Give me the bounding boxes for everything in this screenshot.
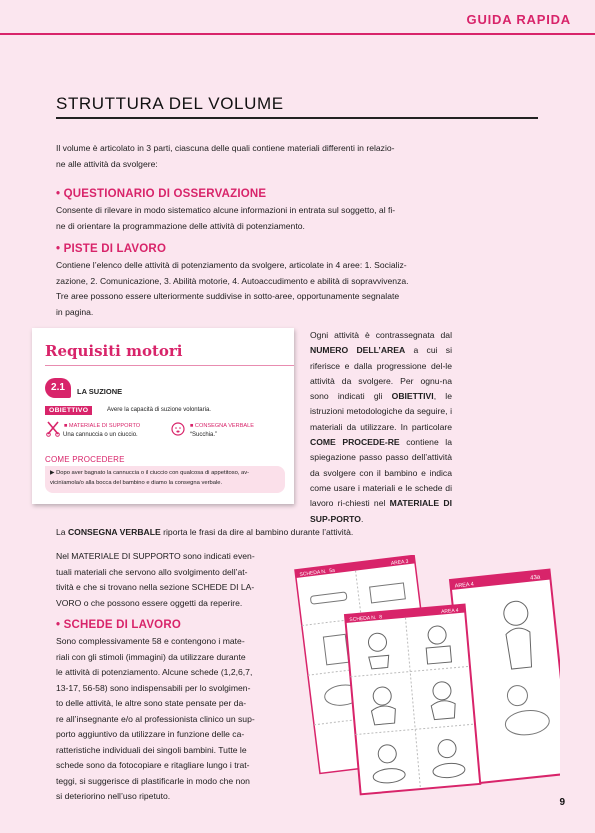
section-heading-questionario: • QUESTIONARIO DI OSSERVAZIONE — [56, 188, 267, 200]
procedure-text — [50, 468, 282, 488]
text-line: si deteriorino nell’uso ripetuto. — [56, 791, 171, 801]
intro-paragraph — [56, 141, 456, 172]
procedure-line: vicinïamola/o alla bocca del bambino e diamo la consegna verbale. — [50, 480, 223, 486]
material-label: ■ MATERIALE DI SUPPORTO — [64, 423, 141, 429]
worksheet-middle-number: 8 — [379, 614, 383, 621]
activity-title: LA SUZIONE — [77, 387, 123, 396]
explanation-bold: OBIETTIVI — [391, 391, 434, 402]
consegna-pre: La — [56, 527, 68, 537]
text-line: tuali materiali che servono allo svolgimento dell’at- — [56, 566, 248, 577]
text-line: Tre aree possono essere ulteriormente suddivise in sotto-aree, opportunamente segnalate — [56, 291, 400, 301]
header-rule — [0, 33, 595, 35]
explanation-part: . — [360, 513, 364, 524]
activity-preview-card — [32, 328, 294, 504]
procedure-line: ▶ Dopo aver bagnato la cannuccia o il ciuccio con qualcosa di appetitoso, av- — [50, 470, 250, 476]
text-line: 13-17, 56-58) sono indispensabili per lo svolgimen- — [56, 682, 251, 693]
consegna-text: “Succhia.” — [190, 432, 218, 438]
card-title: Requisiti motori — [45, 342, 183, 360]
intro-line: ne alle attività da svolgere: — [56, 158, 158, 169]
consegna-label: ■ CONSEGNA VERBALE — [190, 423, 254, 429]
text-line: re all’insegnante e/o al professionista clinico un sup- — [56, 713, 255, 724]
section-heading-schede: • SCHEDE DI LAVORO — [56, 619, 181, 631]
text-line: riali con gli stimoli (immagini) da utilizzare durante — [56, 651, 246, 662]
text-line: Contiene l’elenco delle attività di potenziamento da svolgere, articolate in 4 aree: 1. Socializ- — [56, 260, 407, 270]
text-line: porto aggiuntivo da utilizzare in funzione delle ca- — [56, 729, 245, 739]
text-line: in pagina. — [56, 306, 94, 317]
explanation-part: , le istruzioni metodologiche da seguire, i materiali da utilizzare. In particolare — [310, 391, 452, 432]
consegna-post: riporta le frasi da dire al bambino durante l’attività. — [160, 527, 354, 537]
explanation-bold: NUMERO DELL’AREA — [310, 345, 406, 356]
explanation-part: a cui si riferisce e dalla progressione del-le attività da svolgere. Per ognu-na sono indicati gli — [310, 345, 452, 402]
explanation-part: Ogni attività è contrassegnata dal — [310, 330, 452, 340]
intro-line: Il volume è articolato in 3 parti, ciascuna delle quali contiene materiali differenti in relazio- — [56, 143, 395, 153]
procedure-label: COME PROCEDERE — [45, 455, 125, 464]
explanation-bold: MATERIALE DI SUP-PORTO — [310, 498, 452, 524]
activity-number-badge: 2.1 — [45, 378, 71, 398]
worksheet-left-tag: SCHEDA N. — [299, 568, 327, 578]
worksheet-left-area: AREA 3 — [390, 558, 409, 567]
worksheet-left-number: 5a — [329, 567, 336, 575]
objective-tag: OBIETTIVO — [45, 406, 92, 415]
text-line: Sono complessivamente 58 e contengono i mate- — [56, 636, 245, 646]
worksheet-right-number: 43a — [529, 574, 541, 582]
section-text-piste — [56, 258, 456, 320]
card-divider — [45, 365, 294, 366]
page-number: 9 — [559, 797, 565, 808]
text-line: tività e che si trovano nella sezione SCHEDE DI LA- — [56, 582, 255, 592]
section-heading-piste: • PISTE DI LAVORO — [56, 243, 167, 255]
speaking-face-icon — [170, 421, 186, 437]
objective-text: Avere la capacità di suzione volontaria. — [107, 407, 211, 413]
text-line: Nel MATERIALE DI SUPPORTO sono indicati even- — [56, 551, 255, 561]
page-title: STRUTTURA DEL VOLUME — [56, 94, 284, 113]
worksheet-right-area: AREA 4 — [454, 581, 475, 590]
worksheet-thumbnails — [290, 555, 560, 805]
explanation-bold: COME PROCEDE-RE — [310, 437, 400, 448]
text-line: zazione, 2. Comunicazione, 3. Abilità motorie, 4. Autoaccudimento e abilità di sopravvivenza. — [56, 275, 409, 286]
activity-explanation — [310, 328, 452, 527]
scissors-icon — [46, 421, 60, 437]
text-line: VORO o che possono essere oggetti da reperire. — [56, 597, 243, 608]
consegna-paragraph — [56, 525, 476, 541]
worksheet-middle-tag: SCHEDA N. — [349, 614, 377, 624]
section-header-label: GUIDA RAPIDA — [466, 12, 571, 27]
section-text-schede — [56, 634, 284, 805]
text-line: schede sono da fotocopiare e ritagliare lungo i trat- — [56, 760, 250, 770]
section-text-questionario — [56, 203, 456, 234]
material-text: Una cannuccia o un ciuccio. — [63, 432, 138, 438]
text-line: le attività di potenziamento. Alcune schede (1,2,6,7, — [56, 667, 253, 677]
text-line: ratteristiche individuali dei singoli bambini. Tutte le — [56, 744, 247, 755]
text-line: to delle attività, le altre sono state pensate per da- — [56, 698, 247, 708]
text-line: Consente di rilevare in modo sistematico alcune informazioni in entrata sul soggetto, al fi- — [56, 205, 396, 215]
text-line: teggi, si suggerisce di plastificarle in modo che non — [56, 775, 250, 786]
materiale-paragraph — [56, 549, 286, 611]
worksheet-middle-area: AREA 4 — [440, 607, 459, 616]
text-line: ne di orientare la programmazione delle attività di potenziamento. — [56, 220, 305, 231]
title-rule — [56, 117, 538, 119]
worksheet-middle — [345, 605, 480, 795]
consegna-bold: CONSEGNA VERBALE — [67, 527, 161, 537]
explanation-part: contiene la spiegazione passo passo dell’attività da svolgere con il bambino e indica come usare i materiali e le schede di lavoro ri-chiesti nel — [310, 437, 452, 509]
